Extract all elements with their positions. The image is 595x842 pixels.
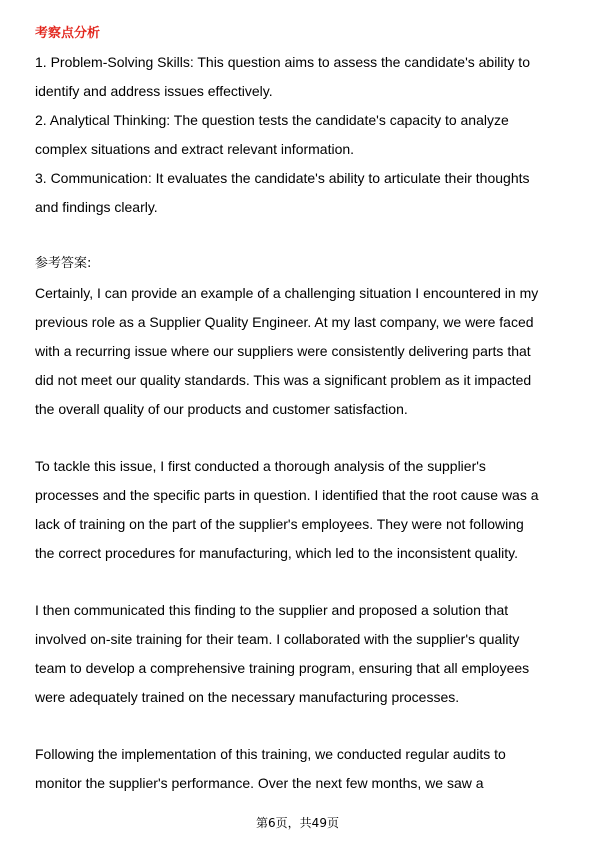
- answer-line: processes and the specific parts in question. I identified that the root cause was a: [35, 487, 539, 503]
- answer-line: were adequately trained on the necessary manufacturing processes.: [35, 689, 460, 705]
- analysis-line: 3. Communication: It evaluates the candidate's ability to articulate their thoughts: [35, 170, 530, 186]
- answer-line: I then communicated this finding to the supplier and proposed a solution that: [35, 602, 509, 618]
- analysis-heading: 考察点分析: [35, 26, 101, 41]
- answer-line: To tackle this issue, I first conducted a thorough analysis of the supplier's: [35, 458, 486, 474]
- analysis-line: and findings clearly.: [35, 199, 158, 215]
- answer-heading: 参考答案:: [35, 256, 92, 271]
- answer-line: involved on-site training for their team. I collaborated with the supplier's quality: [35, 631, 520, 647]
- answer-line: with a recurring issue where our suppliers were consistently delivering parts that: [35, 343, 531, 359]
- analysis-line: 2. Analytical Thinking: The question tests the candidate's capacity to analyze: [35, 112, 509, 128]
- analysis-line: complex situations and extract relevant information.: [35, 141, 355, 157]
- answer-line: did not meet our quality standards. This was a significant problem as it impacted: [35, 372, 532, 388]
- answer-line: lack of training on the part of the supplier's employees. They were not following: [35, 516, 524, 532]
- analysis-line: 1. Problem-Solving Skills: This question aims to assess the candidate's ability to: [35, 54, 530, 70]
- answer-line: monitor the supplier's performance. Over the next few months, we saw a: [35, 775, 484, 791]
- page-number-footer: 第6页，共49页: [256, 816, 339, 830]
- answer-line: Certainly, I can provide an example of a challenging situation I encountered in my: [35, 285, 539, 301]
- answer-line: Following the implementation of this training, we conducted regular audits to: [35, 746, 506, 762]
- analysis-line: identify and address issues effectively.: [35, 83, 273, 99]
- answer-line: team to develop a comprehensive training program, ensuring that all employees: [35, 660, 530, 676]
- answer-line: the correct procedures for manufacturing, which led to the inconsistent quality.: [35, 545, 518, 561]
- answer-line: previous role as a Supplier Quality Engineer. At my last company, we were faced: [35, 314, 534, 330]
- answer-line: the overall quality of our products and customer satisfaction.: [35, 401, 408, 417]
